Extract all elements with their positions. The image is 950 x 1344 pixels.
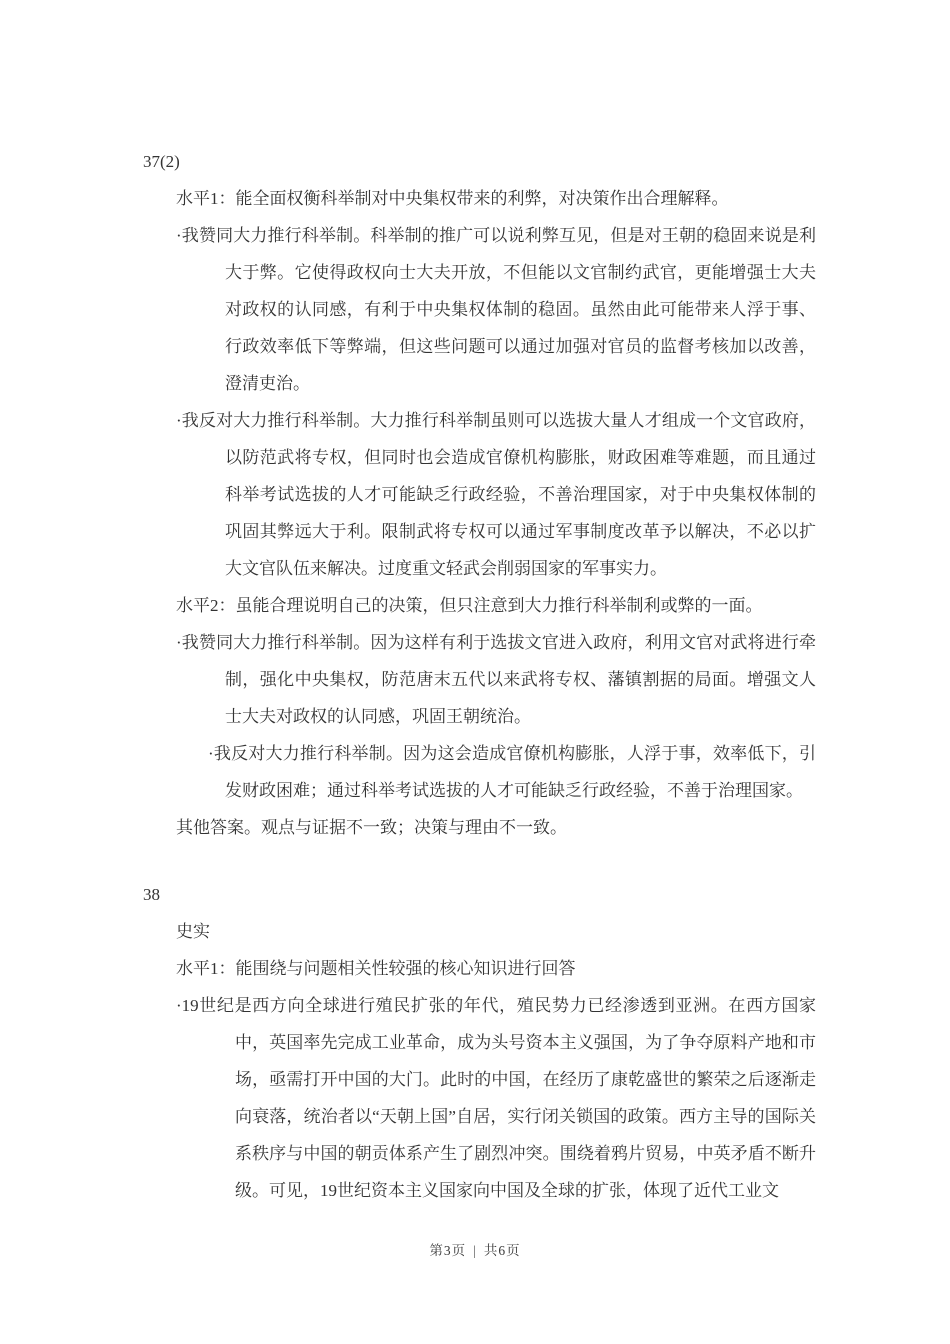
document-content (143, 143, 816, 1209)
other-answers-note: 其他答案。观点与证据不一致；决策与理由不一致。 (176, 818, 567, 837)
level-2-criteria-37: 水平2：虽能合理说明自己的决策，但只注意到大力推行科举制利或弊的一面。 (176, 596, 763, 615)
level-2-oppose-answer: ·我反对大力推行科举制。因为这会造成官僚机构膨胀，人浮于事，效率低下，引发财政困难；通过科举考试选拔的人才可能缺乏行政经验，不善于治理国家。 (208, 744, 816, 800)
historical-facts-label: 史实 (176, 922, 210, 941)
level-1-criteria-37: 水平1：能全面权衡科举制对中央集权带来的利弊，对决策作出合理解释。 (176, 189, 729, 208)
level-1-oppose-answer: ·我反对大力推行科举制。大力推行科举制虽则可以选拔大量人才组成一个文官政府，以防范武将专权，但同时也会造成官僚机构膨胀，财政困难等难题，而且通过科举考试选拔的人才可能缺乏行政经验，不善治理国家，对于中央集权体制的巩固其弊远大于利。限制武将专权可以通过军事制度改革予以解决，不必以扩大文官队伍来解决。过度重文轻武会削弱国家的军事实力。 (176, 411, 816, 578)
nineteenth-century-expansion-answer: ·19世纪是西方向全球进行殖民扩张的年代，殖民势力已经渗透到亚洲。在西方国家中，英国率先完成工业革命，成为头号资本主义强国，为了争夺原料产地和市场，亟需打开中国的大门。此时的中国，在经历了康乾盛世的繁荣之后逐渐走向衰落，统治者以“天朝上国”自居，实行闭关锁国的政策。西方主导的国际关系秩序与中国的朝贡体系产生了剧烈冲突。围绕着鸦片贸易，中英矛盾不断升级。可见，19世纪资本主义国家向中国及全球的扩张，体现了近代工业文 (176, 996, 816, 1200)
level-1-criteria-38: 水平1：能围绕与问题相关性较强的核心知识进行回答 (176, 959, 576, 978)
total-pages-label: 共6页 (483, 1243, 521, 1258)
page-number-footer (0, 1238, 950, 1264)
footer-separator: | (473, 1243, 477, 1258)
question-37-2-heading: 37(2) (143, 152, 180, 171)
question-38-heading: 38 (143, 885, 160, 904)
current-page-label: 第3页 (429, 1243, 467, 1258)
level-1-agree-answer: ·我赞同大力推行科举制。科举制的推广可以说利弊互见，但是对王朝的稳固来说是利大于弊。它使得政权向士大夫开放，不但能以文官制约武官，更能增强士大夫对政权的认同感，有利于中央集权体制的稳固。虽然由此可能带来人浮于事、行政效率低下等弊端，但这些问题可以通过加强对官员的监督考核加以改善，澄清吏治。 (176, 226, 816, 393)
level-2-agree-answer: ·我赞同大力推行科举制。因为这样有利于选拔文官进入政府，利用文官对武将进行牵制，强化中央集权，防范唐末五代以来武将专权、藩镇割据的局面。增强文人士大夫对政权的认同感，巩固王朝统治。 (176, 633, 816, 726)
